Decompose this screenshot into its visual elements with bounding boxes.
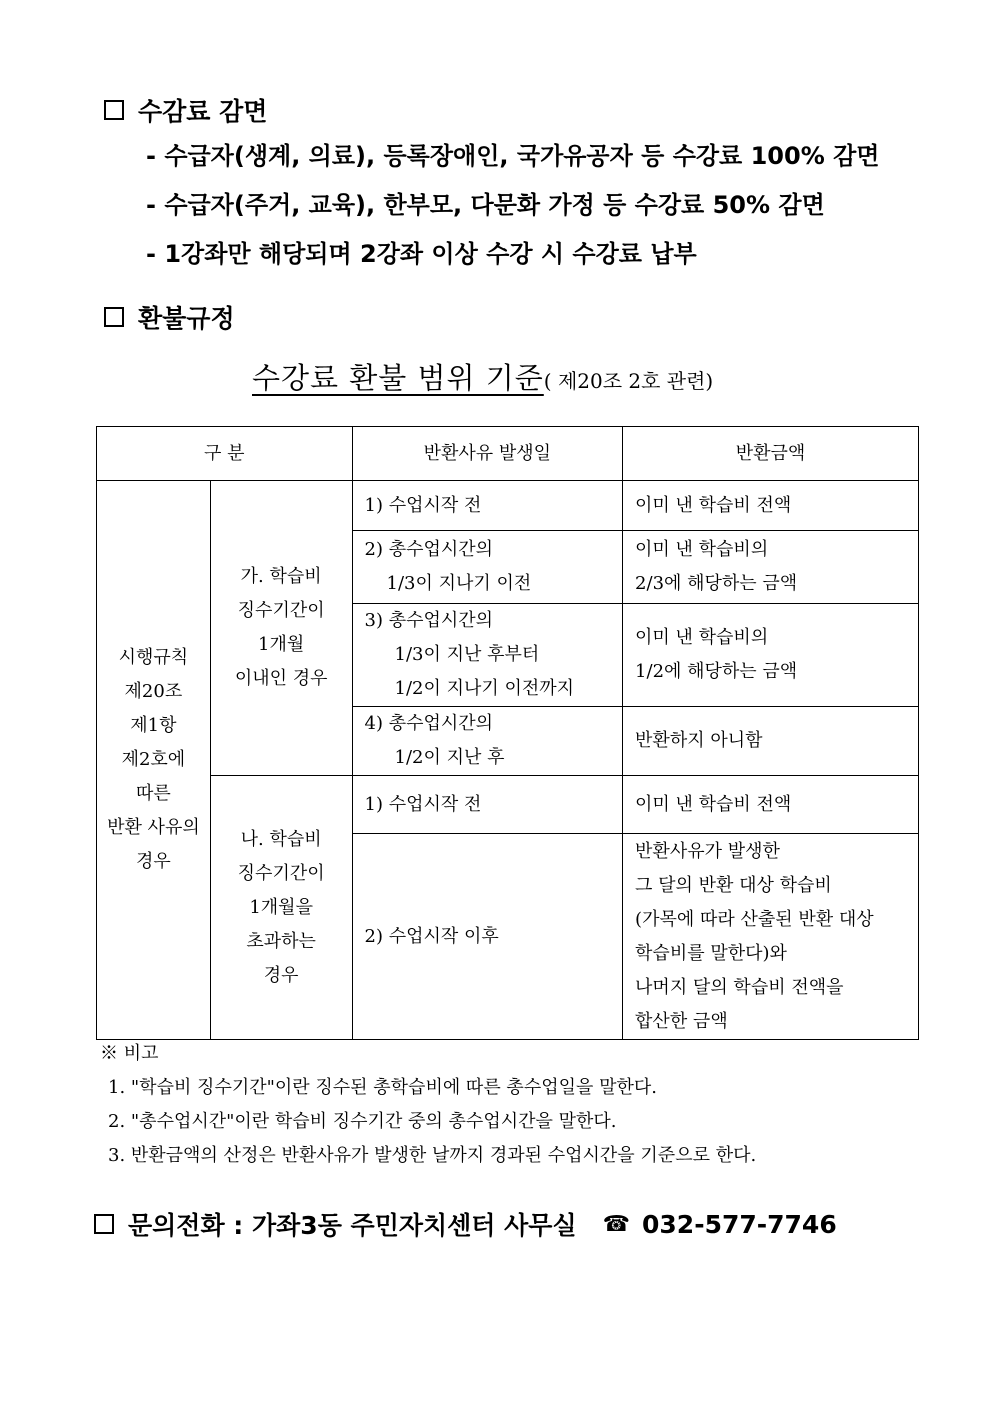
checkbox-icon: [104, 100, 124, 120]
discount-item-1: - 수급자(생계, 의료), 등록장애인, 국가유공자 등 수강료 100% 감면: [146, 142, 880, 170]
note-item: 2. "총수업시간"이란 학습비 징수기간 중의 총수업시간을 말한다.: [108, 1111, 617, 1132]
refund-title-sub: ( 제20조 2호 관련): [543, 369, 714, 393]
checkbox-icon: [94, 1214, 114, 1234]
amount-cell: 반환사유가 발생한 그 달의 반환 대상 학습비 (가목에 따라 산출된 반환 대상 학습비를 말한다)와 나머지 달의 학습비 전액을 합산한 금액: [623, 834, 919, 1040]
discount-heading-text: 수감료 감면: [138, 97, 268, 126]
amount-cell: 이미 낸 학습비 전액: [623, 776, 919, 834]
discount-heading: [104, 92, 267, 128]
when-cell: 4) 총수업시간의 1/2이 지난 후: [352, 707, 623, 776]
refund-title-main: 수강료 환불 범위 기준: [252, 361, 544, 395]
table-row: [97, 776, 919, 834]
amount-cell: 이미 낸 학습비의 2/3에 해당하는 금액: [623, 531, 919, 604]
table-row: [97, 481, 919, 531]
header-when: 반환사유 발생일: [352, 427, 623, 481]
contact-line: [94, 1206, 837, 1242]
amount-cell: 반환하지 아니함: [623, 707, 919, 776]
contact-phone: 032-577-7746: [642, 1209, 837, 1239]
note-item: 3. 반환금액의 산정은 반환사유가 발생한 날까지 경과된 수업시간을 기준으로 한다.: [108, 1145, 757, 1166]
table-header-row: [97, 427, 919, 481]
notes: [100, 1037, 756, 1173]
group-b-label: 나. 학습비 징수기간이 1개월을 초과하는 경우: [210, 776, 352, 1040]
discount-item-3: - 1강좌만 해당되며 2강좌 이상 수강 시 수강료 납부: [146, 240, 697, 268]
when-cell: 3) 총수업시간의 1/3이 지난 후부터 1/2이 지나기 이전까지: [352, 604, 623, 707]
group-a-label: 가. 학습비 징수기간이 1개월 이내인 경우: [210, 481, 352, 776]
header-amount: 반환금액: [623, 427, 919, 481]
notes-title: ※ 비고: [100, 1043, 159, 1064]
category-cell: 시행규칙 제20조 제1항 제2호에 따른 반환 사유의 경우: [97, 481, 211, 1040]
amount-cell: 이미 낸 학습비 전액: [623, 481, 919, 531]
amount-cell: 이미 낸 학습비의 1/2에 해당하는 금액: [623, 604, 919, 707]
checkbox-icon: [104, 307, 124, 327]
refund-table-title: [252, 356, 713, 397]
discount-item-2: - 수급자(주거, 교육), 한부모, 다문화 가정 등 수강료 50% 감면: [146, 191, 825, 219]
when-cell: 2) 수업시작 이후: [352, 834, 623, 1040]
refund-heading: [104, 299, 235, 335]
phone-icon: ☎: [602, 1211, 631, 1237]
when-cell: 1) 수업시작 전: [352, 481, 623, 531]
refund-table: [96, 426, 919, 1040]
refund-heading-text: 환불규정: [138, 304, 235, 333]
contact-label: 문의전화 : 가좌3동 주민자치센터 사무실: [128, 1211, 577, 1240]
when-cell: 1) 수업시작 전: [352, 776, 623, 834]
header-category: 구 분: [97, 427, 353, 481]
note-item: 1. "학습비 징수기간"이란 징수된 총학습비에 따른 총수업일을 말한다.: [108, 1077, 657, 1098]
when-cell: 2) 총수업시간의 1/3이 지나기 이전: [352, 531, 623, 604]
